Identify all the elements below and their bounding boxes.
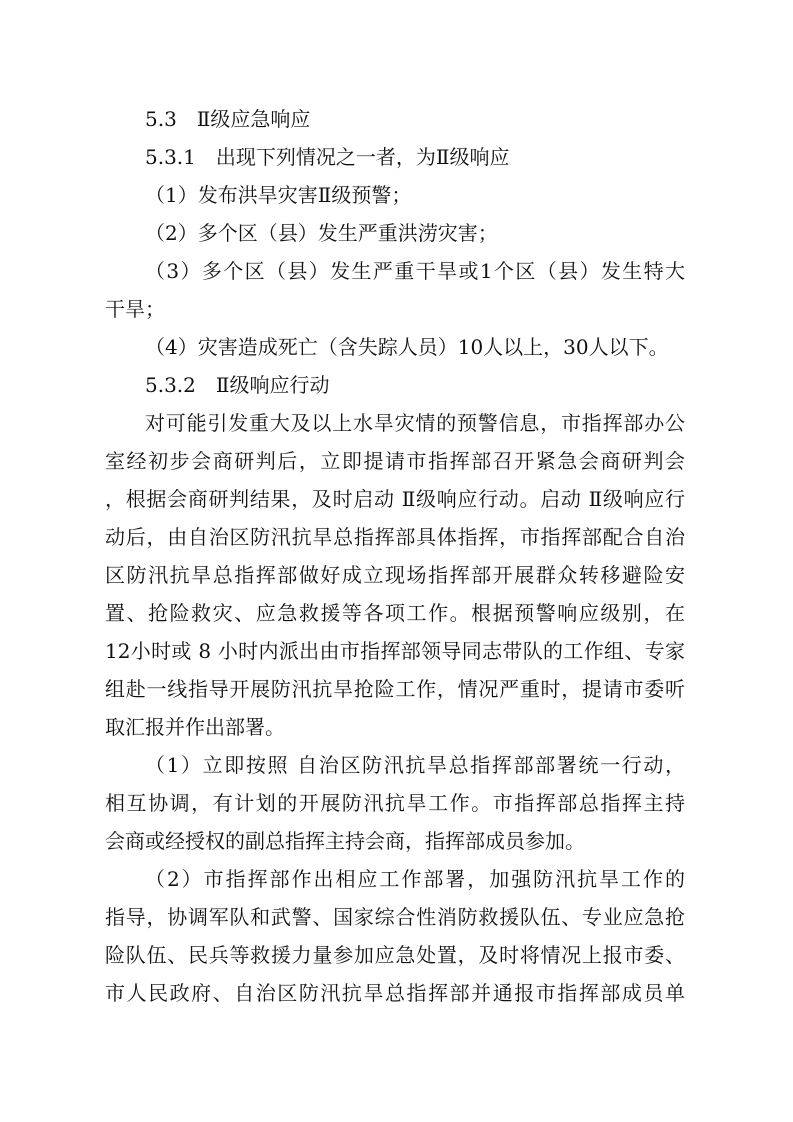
list-item-2: （2）多个区（县）发生严重洪涝灾害； — [145, 221, 498, 245]
section-heading-5-3: 5.3 Ⅱ级应急响应 — [145, 107, 311, 131]
paragraph-line: 置、抢险救灾、应急救援等各项工作。根据预警响应级别，在 — [105, 601, 685, 625]
paragraph-line: 对可能引发重大及以上水旱灾情的预警信息，市指挥部办公 — [145, 411, 685, 435]
list-item-1: （1）发布洪旱灾害Ⅱ级预警； — [145, 183, 412, 207]
action-item-1-line: 相互协调，有计划的开展防汛抗旱工作。市指挥部总指挥主持 — [105, 791, 685, 815]
paragraph-line: 区防汛抗旱总指挥部做好成立现场指挥部开展群众转移避险安 — [105, 563, 685, 587]
action-item-2: （2）市指挥部作出相应工作部署，加强防汛抗旱工作的 — [145, 867, 685, 891]
action-item-1: （1）立即按照 自治区防汛抗旱总指挥部部署统一行动， — [145, 753, 685, 777]
paragraph-line: 12小时或 8 小时内派出由市指挥部领导同志带队的工作组、专家 — [105, 639, 685, 663]
list-item-3-continued: 干旱； — [105, 297, 165, 321]
paragraph-line: 取汇报并作出部署。 — [105, 715, 285, 739]
paragraph-line: 室经初步会商研判后，立即提请市指挥部召开紧急会商研判会 — [105, 449, 685, 473]
list-item-3: （3）多个区（县）发生严重干旱或1个区（县）发生特大 — [145, 259, 685, 283]
paragraph-line: 组赴一线指导开展防汛抗旱抢险工作，情况严重时，提请市委听 — [105, 677, 685, 701]
paragraph-line: 动后，由自治区防汛抗旱总指挥部具体指挥，市指挥部配合自治 — [105, 525, 685, 549]
action-item-1-line: 会商或经授权的副总指挥主持会商，指挥部成员参加。 — [105, 829, 585, 853]
subsection-heading-5-3-2: 5.3.2 Ⅱ级响应行动 — [145, 373, 330, 397]
action-item-2-line: 市人民政府、自治区防汛抗旱总指挥部并通报市指挥部成员单 — [105, 981, 685, 1005]
list-item-4: （4）灾害造成死亡（含失踪人员）10人以上，30人以下。 — [145, 335, 669, 359]
action-item-2-line: 指导，协调军队和武警、国家综合性消防救援队伍、专业应急抢 — [105, 905, 685, 929]
paragraph-line: ，根据会商研判结果，及时启动 Ⅱ级响应行动。启动 Ⅱ级响应行 — [105, 487, 685, 511]
action-item-2-line: 险队伍、民兵等救援力量参加应急处置，及时将情况上报市委、 — [105, 943, 685, 967]
subsection-heading-5-3-1: 5.3.1 出现下列情况之一者，为Ⅱ级响应 — [145, 145, 510, 169]
